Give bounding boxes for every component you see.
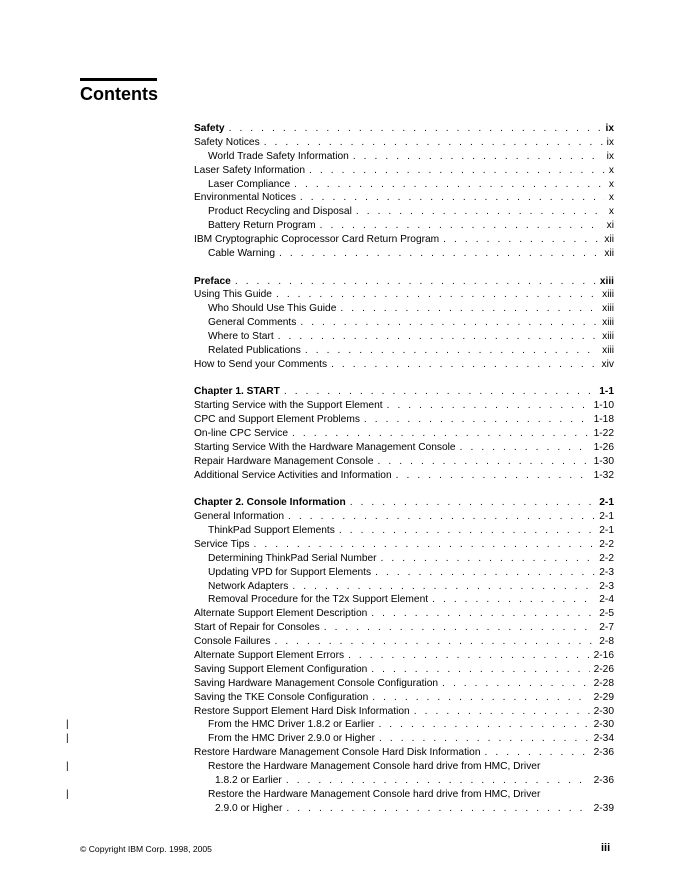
toc-entry-page: ix [606, 150, 614, 162]
toc-entry-title: CPC and Support Element Problems [194, 414, 360, 426]
toc-entry[interactable] [194, 635, 614, 649]
dot-leader [339, 524, 595, 538]
toc-entry-page: x [608, 178, 614, 190]
dot-leader [324, 621, 596, 635]
toc-entry-page: 2-1 [599, 511, 614, 523]
toc-entry-title: Alternate Support Element Description [194, 608, 368, 620]
toc-entry[interactable] [194, 427, 614, 441]
toc-entry-title: Laser Safety Information [194, 164, 305, 176]
toc-entry-title: ThinkPad Support Elements [208, 524, 335, 536]
section-gap [194, 372, 614, 386]
toc-entry[interactable] [194, 538, 614, 552]
toc-entry-title: Determining ThinkPad Serial Number [208, 552, 377, 564]
toc-entry[interactable] [194, 275, 614, 289]
toc-entry[interactable] [194, 663, 614, 677]
dot-leader [371, 663, 589, 677]
toc-entry[interactable] [194, 205, 614, 219]
toc-entry[interactable] [194, 441, 614, 455]
dot-leader [284, 385, 595, 399]
toc-entry-page: xii [604, 234, 614, 246]
toc-entry-title: General Comments [208, 317, 297, 329]
dot-leader [300, 316, 598, 330]
toc-entry[interactable] [194, 219, 614, 233]
toc-entry-title: Repair Hardware Management Console [194, 455, 374, 467]
toc-entry[interactable] [194, 302, 614, 316]
dot-leader [305, 344, 598, 358]
toc-entry[interactable] [194, 385, 614, 399]
toc-entry-title: From the HMC Driver 1.8.2 or Earlier [208, 719, 375, 731]
toc-entry-title: Product Recycling and Disposal [208, 206, 352, 218]
toc-entry[interactable] [194, 746, 614, 760]
toc-entry[interactable] [194, 191, 614, 205]
toc-entry-page: 2-3 [599, 580, 614, 592]
copyright-notice: © Copyright IBM Corp. 1998, 2005 [80, 844, 212, 854]
toc-entry[interactable] [194, 649, 614, 663]
dot-leader [294, 178, 605, 192]
section-gap [194, 483, 614, 497]
toc-entry-title: On-line CPC Service [194, 428, 288, 439]
toc-entry-title: Laser Compliance [208, 178, 291, 190]
toc-entry-page: x [608, 164, 614, 176]
dot-leader [387, 399, 590, 413]
toc-entry-page: 2-26 [593, 663, 614, 675]
toc-entry-title: Related Publications [208, 344, 301, 356]
toc-entry-page: 1-10 [593, 400, 614, 412]
dot-leader [356, 205, 605, 219]
toc-entry[interactable] [194, 593, 614, 607]
dot-leader [381, 552, 596, 566]
heading-rule [80, 78, 157, 81]
dot-leader [292, 580, 595, 594]
toc-entry-title: Saving the TKE Console Configuration [194, 691, 369, 703]
dot-leader [288, 510, 595, 524]
toc-entry-page: 2-3 [599, 566, 614, 578]
dot-leader [379, 732, 590, 746]
toc-entry[interactable] [194, 344, 614, 358]
dot-leader [350, 496, 596, 510]
toc-entry[interactable] [194, 621, 614, 635]
dot-leader [371, 607, 595, 621]
dot-leader [286, 774, 590, 788]
toc-entry-title: Chapter 2. Console Information [194, 497, 346, 509]
toc-entry[interactable] [194, 136, 614, 150]
dot-leader [331, 358, 597, 372]
dot-leader [485, 746, 590, 760]
dot-leader [276, 288, 598, 302]
toc-entry-title: Service Tips [194, 538, 250, 550]
toc-entry-title: Restore Hardware Management Console Hard Disk Information [194, 747, 481, 759]
toc-entry[interactable] [194, 316, 614, 330]
toc-entry-page: 2-8 [599, 636, 614, 648]
toc-entry[interactable] [66, 760, 614, 774]
toc-entry-title: Safety [194, 123, 225, 134]
dot-leader [320, 219, 603, 233]
toc-entry[interactable] [194, 469, 614, 483]
dot-leader [460, 441, 590, 455]
toc-entry-page: 1-22 [593, 428, 614, 439]
toc-entry-page: 2-39 [593, 802, 614, 814]
toc-entry-page: 1-30 [593, 455, 614, 467]
dot-leader [340, 302, 598, 316]
toc-entry[interactable] [66, 718, 614, 732]
page-title: Contents [80, 84, 158, 104]
dot-leader [309, 164, 605, 178]
toc-entry[interactable] [194, 496, 614, 510]
toc-entry-page: 2-2 [599, 552, 614, 564]
toc-entry-title: 2.9.0 or Higher [215, 802, 283, 814]
toc-entry[interactable] [194, 705, 614, 719]
toc-entry-title: Who Should Use This Guide [208, 303, 337, 315]
toc-entry[interactable] [194, 330, 614, 344]
toc-entry[interactable] [194, 358, 614, 372]
dot-leader [414, 705, 590, 719]
dot-leader [432, 593, 595, 607]
dot-leader [442, 677, 590, 691]
dot-leader [396, 469, 590, 483]
toc-entry-title: Start of Repair for Consoles [194, 622, 320, 634]
table-of-contents [66, 122, 614, 816]
dot-leader [253, 538, 595, 552]
dot-leader [235, 275, 596, 289]
toc-entry-title: Preface [194, 275, 231, 287]
revision-bar: | [66, 733, 69, 745]
toc-entry-title: Removal Procedure for the T2x Support Element [208, 594, 429, 606]
dot-leader [274, 635, 595, 649]
dot-leader [443, 233, 600, 247]
toc-entry[interactable] [66, 788, 614, 802]
toc-entry[interactable] [194, 510, 614, 524]
toc-entry-title: Cable Warning [208, 248, 276, 260]
toc-entry-page: 1-26 [593, 441, 614, 453]
toc-entry-title: Restore Support Element Hard Disk Information [194, 705, 410, 717]
toc-entry-title: Battery Return Program [208, 220, 316, 232]
dot-leader [364, 413, 590, 427]
toc-entry-title: Restore the Hardware Management Console hard drive from HMC, Driver [208, 788, 541, 800]
dot-leader [372, 691, 589, 705]
toc-entry-page: 2-16 [593, 649, 614, 661]
toc-entry[interactable] [194, 399, 614, 413]
toc-entry-title: Updating VPD for Support Elements [208, 566, 372, 578]
toc-entry-page: xiii [602, 317, 614, 329]
toc-entry-title: Chapter 1. START [194, 386, 280, 398]
toc-entry-page: 2-4 [599, 594, 614, 606]
section-gap [194, 261, 614, 275]
revision-bar: | [66, 788, 69, 800]
toc-entry-title: Using This Guide [194, 289, 272, 301]
toc-entry-title: Restore the Hardware Management Console hard drive from HMC, Driver [208, 761, 541, 773]
toc-entry-title: Environmental Notices [194, 192, 296, 204]
toc-entry-page: xiv [601, 358, 614, 370]
toc-entry-page: 1-32 [593, 469, 614, 481]
toc-entry-title: Saving Hardware Management Console Configuration [194, 677, 439, 689]
toc-entry[interactable] [194, 552, 614, 566]
revision-bar: | [66, 761, 69, 773]
toc-entry[interactable] [194, 247, 614, 261]
toc-entry[interactable] [194, 524, 614, 538]
toc-entry[interactable] [194, 288, 614, 302]
dot-leader [292, 427, 590, 441]
toc-entry-title: From the HMC Driver 2.9.0 or Higher [208, 733, 376, 745]
toc-entry-page: xiii [599, 275, 614, 287]
toc-entry[interactable] [194, 122, 614, 136]
toc-entry-page: xiii [602, 344, 614, 356]
toc-entry[interactable] [194, 413, 614, 427]
dot-leader [375, 566, 595, 580]
toc-entry-title: Saving Support Element Configuration [194, 663, 368, 675]
toc-entry[interactable] [194, 566, 614, 580]
toc-entry-title: Where to Start [208, 331, 274, 343]
toc-entry-page: xiii [602, 289, 614, 301]
toc-entry-page: xii [604, 248, 614, 260]
dot-leader [279, 247, 600, 261]
toc-entry-page: 2-5 [599, 608, 614, 620]
toc-entry-page: 2-7 [599, 622, 614, 634]
toc-entry[interactable] [194, 677, 614, 691]
toc-entry-page: 2-36 [593, 774, 614, 786]
toc-entry-page: xi [606, 220, 614, 232]
toc-entry-page: ix [606, 136, 614, 148]
dot-leader [348, 649, 590, 663]
toc-entry-page: x [608, 206, 614, 218]
dot-leader [378, 455, 590, 469]
toc-entry[interactable] [194, 580, 614, 594]
toc-entry-title: Starting Service with the Support Element [194, 400, 383, 412]
revision-bar: | [66, 719, 69, 731]
toc-entry-page: xiii [602, 331, 614, 343]
toc-entry-page: xiii [602, 303, 614, 315]
toc-entry-page: 2-28 [593, 677, 614, 689]
toc-entry-title: Alternate Support Element Errors [194, 649, 345, 661]
dot-leader [353, 150, 603, 164]
toc-entry-title: Additional Service Activities and Information [194, 469, 392, 481]
toc-entry-page: x [608, 192, 614, 204]
toc-entry[interactable] [194, 802, 614, 816]
toc-entry[interactable] [194, 774, 614, 788]
toc-entry[interactable] [194, 607, 614, 621]
toc-entry-title: Network Adapters [208, 580, 289, 592]
toc-entry-page: 2-29 [593, 691, 614, 703]
dot-leader [378, 718, 589, 732]
dot-leader [278, 330, 598, 344]
toc-entry[interactable] [194, 455, 614, 469]
toc-entry-title: 1.8.2 or Earlier [215, 774, 282, 786]
toc-entry-title: Starting Service With the Hardware Management Console [194, 441, 456, 453]
toc-entry-page: 2-1 [599, 524, 614, 536]
toc-entry-page: 2-36 [593, 747, 614, 759]
toc-entry-title: IBM Cryptographic Coprocessor Card Return Program [194, 234, 440, 246]
toc-entry-title: Console Failures [194, 636, 271, 648]
toc-entry[interactable] [194, 178, 614, 192]
dot-leader [286, 802, 589, 816]
toc-entry-title: Safety Notices [194, 136, 260, 148]
toc-entry[interactable] [194, 233, 614, 247]
toc-entry-page: 2-1 [599, 497, 614, 509]
toc-entry-page: 2-2 [599, 538, 614, 550]
toc-entry[interactable] [194, 164, 614, 178]
toc-entry-title: General Information [194, 511, 285, 523]
toc-entry-page: ix [605, 123, 614, 134]
toc-entry[interactable] [194, 150, 614, 164]
toc-entry-page: 2-30 [593, 719, 614, 731]
toc-entry-page: 2-30 [593, 705, 614, 717]
toc-entry-page: 1-18 [593, 414, 614, 426]
toc-entry-title: World Trade Safety Information [208, 150, 349, 162]
toc-entry-title: How to Send your Comments [194, 358, 328, 370]
toc-entry[interactable] [194, 691, 614, 705]
toc-entry-page: 1-1 [599, 386, 614, 398]
toc-entry-page: 2-34 [593, 733, 614, 745]
dot-leader [300, 191, 605, 205]
page-number: iii [601, 842, 611, 854]
dot-leader [229, 122, 602, 136]
toc-entry[interactable] [66, 732, 614, 746]
dot-leader [264, 136, 603, 150]
